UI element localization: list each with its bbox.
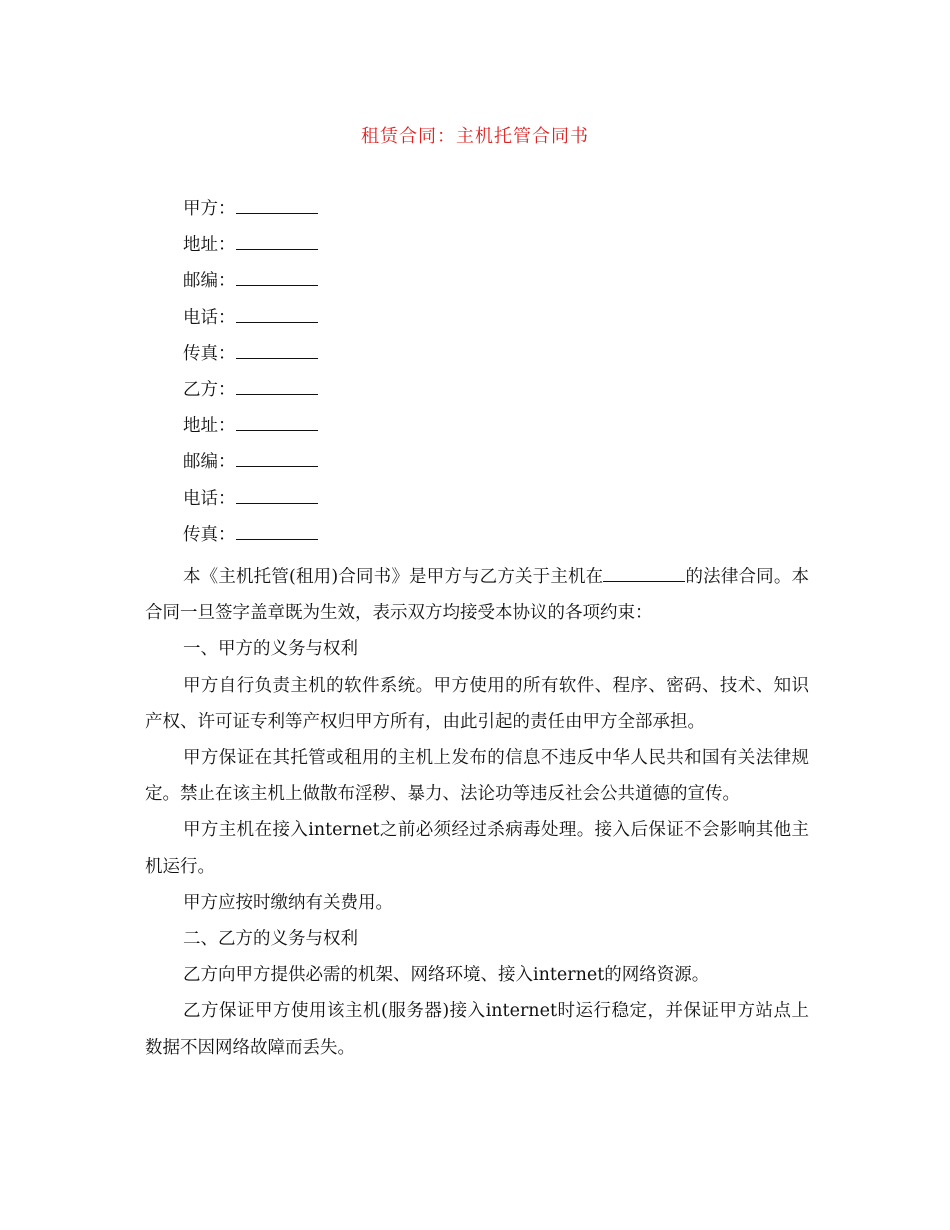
fill-blank [236,198,318,214]
clause-paragraph: 甲方保证在其托管或租用的主机上发布的信息不违反中华人民共和国有关法律规定。禁止在该主机上做散布淫秽、暴力、法论功等违反社会公共道德的宣传。 [145,748,809,805]
field-party-b [183,378,583,414]
field-label: 传真： [183,343,236,364]
party-info-fields [183,197,583,559]
fill-blank [236,488,318,504]
field-party-b-postcode [183,450,583,486]
fill-blank [236,415,318,431]
fill-blank [236,379,318,395]
field-party-a-postcode [183,269,583,305]
fill-blank [603,566,685,582]
clause-paragraph: 乙方保证甲方使用该主机(服务器)接入internet时运行稳定，并保证甲方站点上数据不因网络故障而丢失。 [145,1001,809,1058]
field-label: 电话： [183,307,236,328]
fill-blank [236,234,318,250]
contract-body [145,559,809,1066]
field-label: 电话： [183,488,236,509]
field-label: 地址： [183,416,236,437]
field-party-b-phone [183,487,583,523]
field-label: 邮编： [183,452,236,473]
field-party-b-address [183,414,583,450]
clause-paragraph: 甲方自行负责主机的软件系统。甲方使用的所有软件、程序、密码、技术、知识产权、许可证专利等产权归甲方所有，由此引起的责任由甲方全部承担。 [145,675,809,732]
fill-blank [236,451,318,467]
document-title: 租赁合同：主机托管合同书 [361,126,589,147]
field-party-b-fax [183,523,583,559]
section-heading-party-a: 一、甲方的义务与权利 [183,639,358,660]
clause-paragraph: 乙方向甲方提供必需的机架、网络环境、接入internet的网络资源。 [183,965,710,986]
field-label: 乙方： [183,379,236,400]
field-party-a-phone [183,306,583,342]
fill-blank [236,524,318,540]
field-label: 传真： [183,524,236,545]
field-party-a-fax [183,342,583,378]
intro-text-end: 的法律合同。本合同一旦签字盖章既为生效，表示双方均接受本协议的各项约束： [145,567,809,624]
field-label: 甲方： [183,199,236,219]
fill-blank [236,307,318,323]
field-party-a [183,197,583,233]
intro-paragraph [145,559,809,631]
intro-text-start: 本《主机托管(租用)合同书》是甲方与乙方关于主机在 [183,567,604,587]
fill-blank [236,270,318,286]
field-label: 地址： [183,235,236,256]
clause-paragraph: 甲方应按时缴纳有关费用。 [183,892,393,913]
field-party-a-address [183,233,583,269]
fill-blank [236,343,318,359]
field-label: 邮编： [183,271,236,292]
clause-paragraph: 甲方主机在接入internet之前必须经过杀病毒处理。接入后保证不会影响其他主机运行。 [145,820,809,877]
section-heading-party-b: 二、乙方的义务与权利 [183,929,358,950]
